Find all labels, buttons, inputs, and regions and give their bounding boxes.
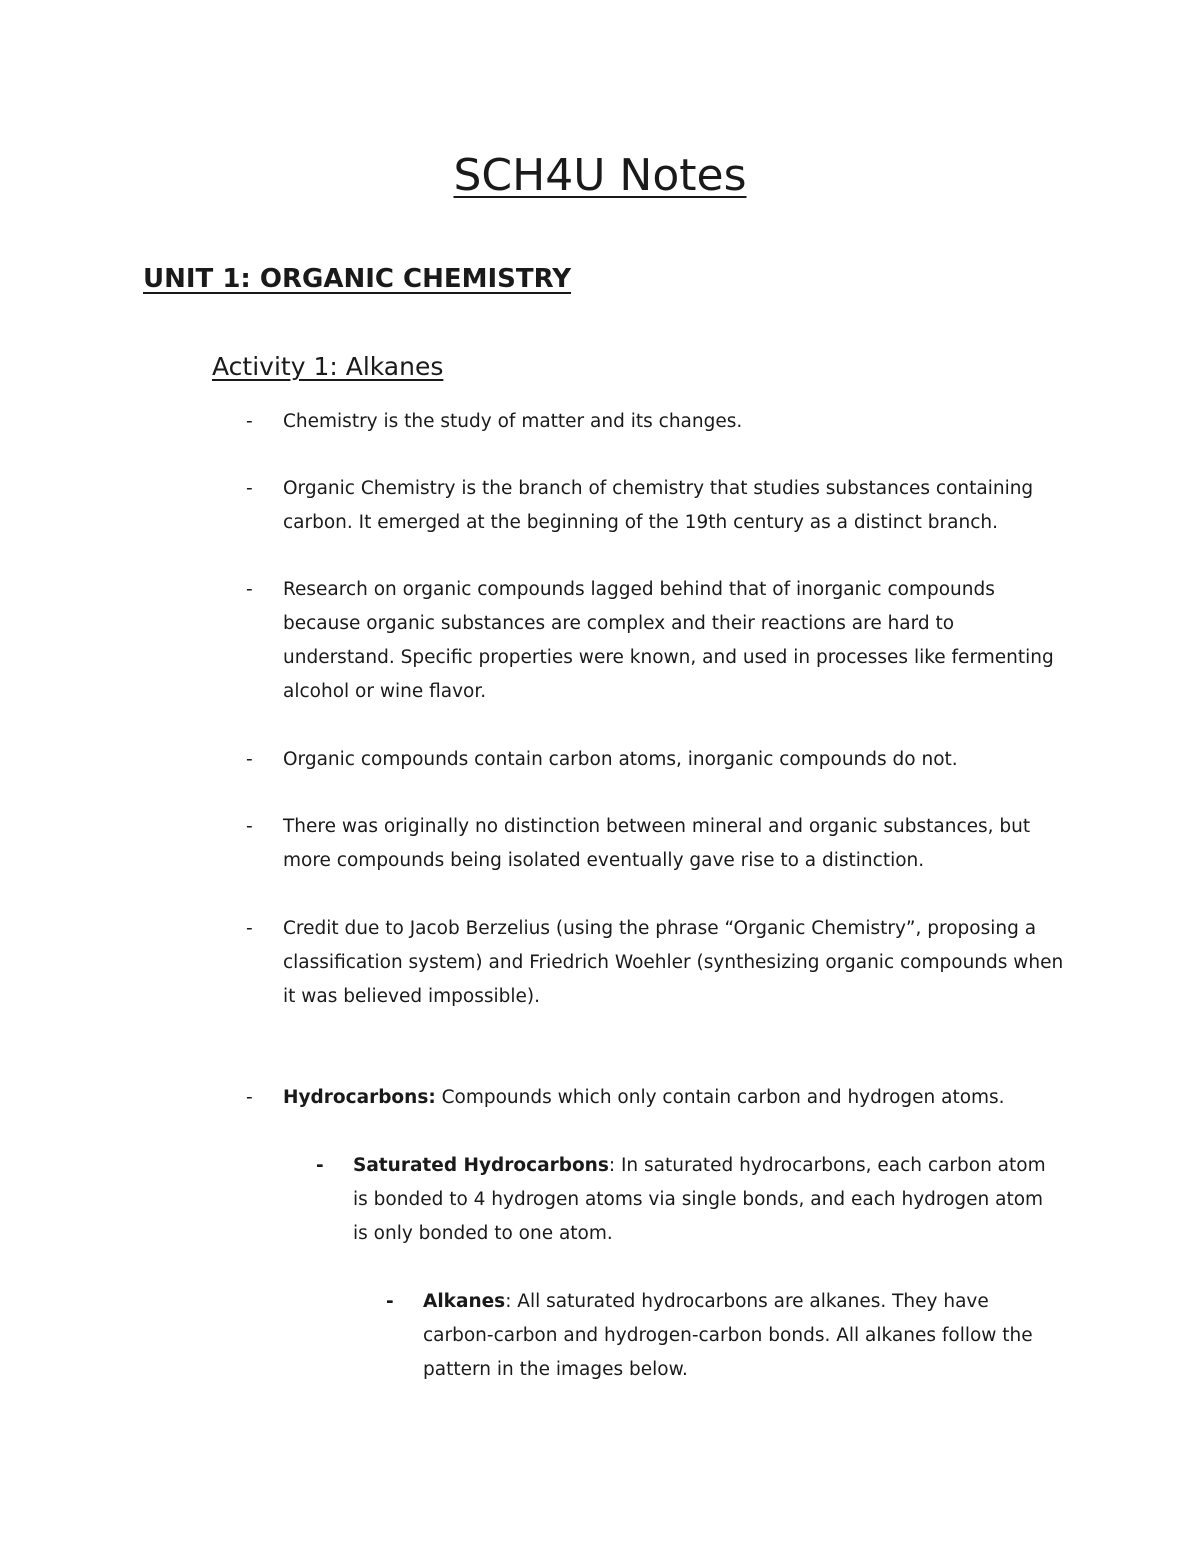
list-item-text: There was originally no distinction between mineral and organic substances, but more compounds being isolated eventually gave rise to a distinction. xyxy=(283,816,1031,871)
definition-alkanes: : All saturated hydrocarbons are alkanes. They have carbon-carbon and hydrogen-carbon bonds. All alkanes follow the pattern in the images below. xyxy=(423,1291,1033,1380)
term-hydrocarbons: Hydrocarbons: xyxy=(283,1087,436,1108)
bullet-dash: - xyxy=(246,1087,253,1108)
list-item-text: Organic compounds contain carbon atoms, inorganic compounds do not. xyxy=(283,749,958,770)
bullet-dash: - xyxy=(246,579,253,600)
bullet-dash: - xyxy=(386,1291,394,1312)
list-item-text: Chemistry is the study of matter and its changes. xyxy=(283,411,743,432)
definition-hydrocarbons: Compounds which only contain carbon and hydrogen atoms. xyxy=(435,1087,1005,1108)
bullet-dash: - xyxy=(246,411,253,432)
list-item-text: Research on organic compounds lagged behind that of inorganic compounds because organic substances are complex and their reactions are hard to understand. Specific properties were known, and used in processes like fermenting alcohol or wine flavor. xyxy=(283,579,1054,702)
list-item xyxy=(246,912,1066,1014)
list-item-hydrocarbons xyxy=(246,1081,1066,1115)
bullet-dash: - xyxy=(316,1155,324,1176)
list-item xyxy=(246,405,1066,439)
bullet-dash: - xyxy=(246,918,253,939)
bullet-dash: - xyxy=(246,478,253,499)
list-item-alkanes xyxy=(386,1285,1046,1387)
document-title: SCH4U Notes xyxy=(453,150,747,201)
list-item xyxy=(246,573,1066,709)
bullet-dash: - xyxy=(246,816,253,837)
bullet-dash: - xyxy=(246,749,253,770)
list-item-text: Credit due to Jacob Berzelius (using the phrase “Organic Chemistry”, proposing a classification system) and Friedrich Woehler (synthesizing organic compounds when it was believed impossible). xyxy=(283,918,1064,1007)
list-item-text xyxy=(353,1149,1056,1251)
definition-saturated-hydrocarbons: : In saturated hydrocarbons, each carbon atom is bonded to 4 hydrogen atoms via single bonds, and each hydrogen atom is only bonded to one atom. xyxy=(353,1155,1046,1244)
activity-heading: Activity 1: Alkanes xyxy=(212,352,444,381)
unit-heading: UNIT 1: ORGANIC CHEMISTRY xyxy=(143,264,572,294)
term-alkanes: Alkanes xyxy=(423,1291,506,1312)
list-item xyxy=(246,810,1066,878)
term-saturated-hydrocarbons: Saturated Hydrocarbons xyxy=(353,1155,609,1176)
list-item-text xyxy=(283,1081,1066,1115)
list-item xyxy=(246,743,1066,777)
list-item-text: Organic Chemistry is the branch of chemistry that studies substances containing carbon. It emerged at the beginning of the 19th century as a distinct branch. xyxy=(283,478,1034,533)
list-item xyxy=(246,472,1066,540)
list-item-saturated xyxy=(316,1149,1056,1251)
list-item-text xyxy=(423,1285,1046,1387)
